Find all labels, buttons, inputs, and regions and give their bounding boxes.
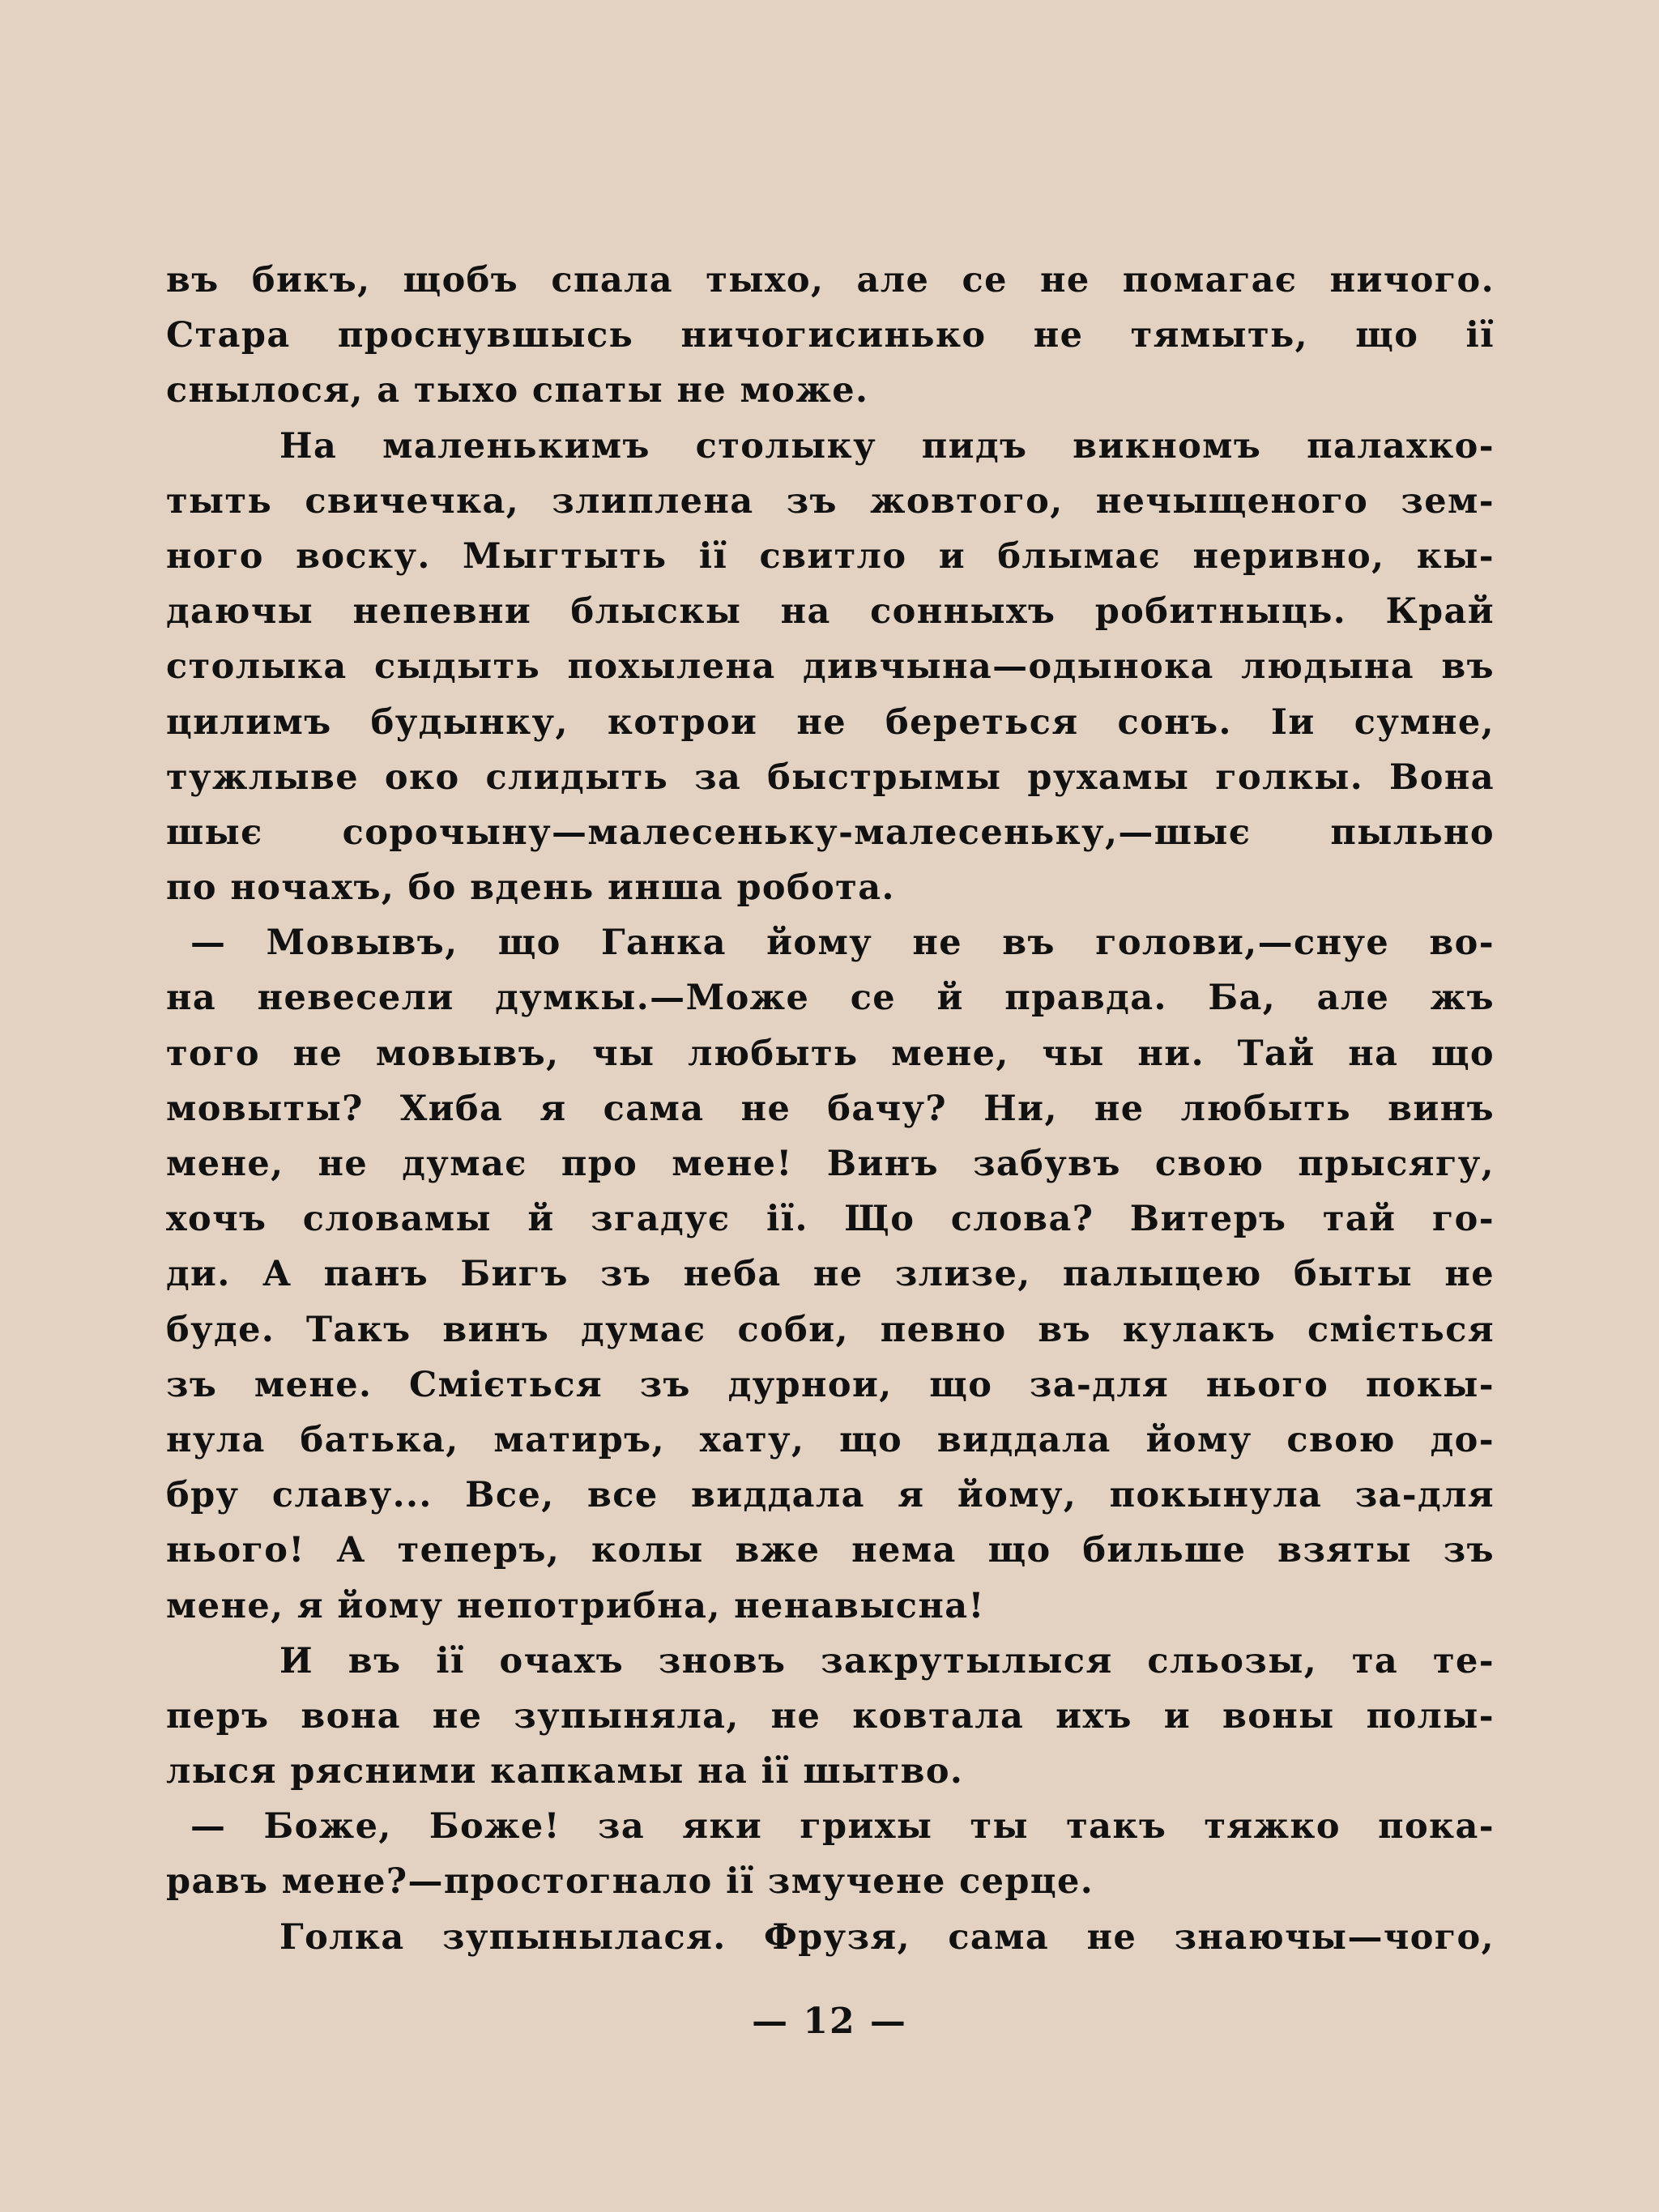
text-line: нула батька, матиръ, хату, що виддала йому свою до-: [166, 1419, 1495, 1460]
text-line: въ бикъ, щобъ спала тыхо, але се не помагає ничого.: [166, 260, 1495, 300]
text-line: столыка сыдыть похылена дивчына—одынока людына въ: [166, 646, 1495, 688]
text-line: зъ мене. Сміється зъ дурнои, що за-для нього покы-: [166, 1364, 1495, 1405]
text-line: ди. А панъ Бигъ зъ неба не злизе, палыцею быты не: [166, 1254, 1495, 1295]
text-line: — Боже, Боже! за яки грихы ты такъ тяжко пока-: [190, 1806, 1495, 1848]
text-line: буде. Такъ винъ думає соби, певно въ кулакъ сміється: [166, 1309, 1495, 1350]
text-line: хочъ словамы й згадує ії. Що слова? Витеръ тай го-: [166, 1199, 1495, 1240]
text-line: тыть свичечка, злиплена зъ жовтого, нечыщеного зем-: [166, 480, 1495, 522]
text-line: цилимъ будынку, котрои не береться сонъ. Іи сумне,: [166, 701, 1495, 743]
page-number: — 12 —: [752, 2001, 907, 2042]
text-line: Голка зупынылася. Фрузя, сама не знаючы—чого,: [279, 1916, 1495, 1958]
text-line: по ночахъ, бо вдень инша робота.: [166, 867, 895, 909]
text-line: мовыты? Хиба я сама не бачу? Ни, не любыть винъ: [166, 1088, 1495, 1129]
text-line: Стара проснувшысь ничогисинько не тямыть, що ії: [166, 315, 1495, 356]
text-line: мене, я йому непотрибна, ненавысна!: [166, 1585, 985, 1626]
text-line: равъ мене?—простогнало ії змучене серце.: [166, 1861, 1094, 1903]
text-line: мене, не думає про мене! Винъ забувъ свою прысягу,: [166, 1144, 1495, 1184]
text-line: И въ ії очахъ зновъ закрутылыся сльозы, та те-: [279, 1640, 1495, 1681]
text-line: того не мовывъ, чы любыть мене, чы ни. Тай на що: [166, 1033, 1495, 1074]
text-line: тужлыве око слидыть за быстрымы рухамы голкы. Вона: [166, 757, 1495, 798]
text-line: шыє сорочыну—малесеньку-малесеньку,—шыє пыльно: [166, 812, 1495, 853]
text-line: бру славу... Все, все виддала я йому, покынула за-для: [166, 1475, 1495, 1516]
page-body: [166, 253, 1495, 1965]
text-line: на невесели думкы.—Може се й правда. Ба, але жъ: [166, 978, 1495, 1019]
text-line: ного воску. Мыгтыть ії свитло и блымає неривно, кы-: [166, 535, 1495, 577]
text-line: снылося, а тыхо спаты не може.: [166, 370, 869, 411]
text-line: даючы непевни блыскы на сонныхъ робитныць. Край: [166, 591, 1495, 633]
text-line: лыся рясними капкамы на ії шытво.: [166, 1751, 964, 1792]
text-line: нього! А теперъ, колы вже нема що бильше взяты зъ: [166, 1530, 1495, 1571]
text-line: На маленькимъ столыку пидъ викномъ палахко-: [279, 425, 1495, 467]
text-line: — Мовывъ, що Ганка йому не въ голови,—снуе во-: [190, 923, 1495, 964]
text-line: перъ вона не зупыняла, не ковтала ихъ и воны полы-: [166, 1695, 1495, 1737]
